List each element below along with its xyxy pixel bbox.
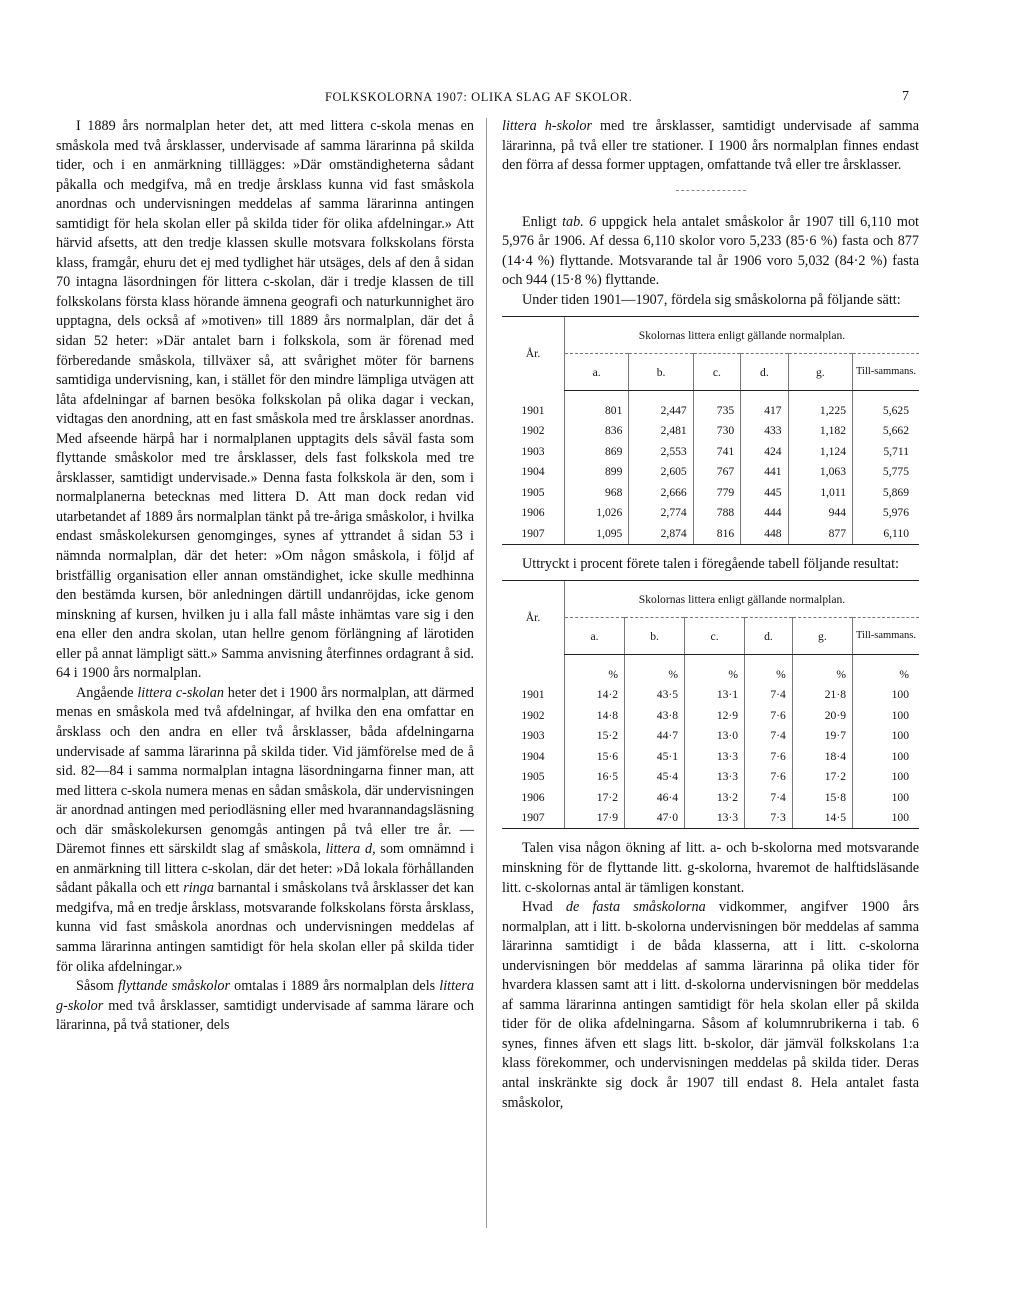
table-row: [502, 685, 919, 706]
table-year-header: År.: [502, 317, 565, 391]
table-col-header: c.: [693, 354, 740, 391]
table-col-header: c.: [685, 618, 745, 655]
table-col-header: d.: [741, 354, 788, 391]
text-run: Såsom: [76, 978, 118, 995]
table-cell: 13·3: [685, 808, 745, 829]
table-cell: 2,774: [629, 503, 693, 524]
table-col-header: d.: [745, 618, 793, 655]
table-col-header: b.: [625, 618, 685, 655]
table-cell: 45·4: [625, 767, 685, 788]
table-cell: 417: [741, 391, 788, 421]
column-divider: [486, 118, 487, 1228]
right-paragraph-6: [502, 898, 919, 1113]
table-year-cell: 1901: [521, 688, 545, 702]
table-cell: 968: [565, 482, 629, 503]
table-total-cell: 100: [853, 808, 920, 829]
table-year-cell: 1903: [521, 729, 545, 743]
table-cell: 730: [693, 421, 740, 442]
table-cell: 1,011: [788, 482, 852, 503]
right-paragraph-5: Talen visa någon ökning af litt. a- och b-skolorna med motsvarande minskning för de flyttande litt. g-skolorna, hvaremot de halftidsläsande litt. c-skolornas antal är tämligen konstant.: [502, 840, 919, 896]
table-cell: 944: [788, 503, 852, 524]
table-col-header: b.: [629, 354, 693, 391]
table-row: [502, 482, 919, 503]
table-cell: 836: [565, 421, 629, 442]
table-cell: 13·3: [685, 767, 745, 788]
table-year-cell: 1907: [502, 808, 565, 829]
left-paragraph-3: [56, 977, 474, 1036]
text-run: barnantal i småskolans två årsklasser det kan medgifva, må en tredje årsklass, motsvarande folkskolans första årsklass, kunna vid fast småskola anordnas och undervisningen meddelas af samma lärarinna antingen samtidigt för hela skolan eller på skilda tider för olika afdelningar.»: [56, 880, 474, 975]
text-run: omtalas i 1889 års normalplan dels: [230, 978, 440, 995]
table-year-cell: 1907: [502, 523, 565, 544]
table-total-cell: 5,775: [853, 462, 920, 483]
table-cell: 43·5: [625, 685, 685, 706]
table-cell: 21·8: [792, 685, 852, 706]
table-row: [502, 767, 919, 788]
table-year-cell: 1902: [521, 708, 545, 722]
table-cell: 767: [693, 462, 740, 483]
table-row: [502, 391, 919, 421]
table-cell: 43·8: [625, 705, 685, 726]
table-cell: 779: [693, 482, 740, 503]
table-cell: 46·4: [625, 787, 685, 808]
table-unit-cell: %: [745, 655, 793, 685]
right-column: [502, 117, 919, 1113]
table-cell: 2,605: [629, 462, 693, 483]
table-cell: 14·5: [792, 808, 852, 829]
table-cell: 816: [693, 523, 740, 544]
table-col-header: a.: [565, 354, 629, 391]
table-body: [502, 655, 919, 829]
table-school-percent: [502, 580, 919, 829]
table-unit-cell: %: [685, 655, 745, 685]
table-cell: 801: [565, 391, 629, 421]
table-cell: 1,225: [788, 391, 852, 421]
table-year-cell: 1904: [521, 749, 545, 763]
table-cell: 13·3: [685, 746, 745, 767]
table-cell: 899: [565, 462, 629, 483]
right-paragraph-4: Uttryckt i procent förete talen i föregående tabell följande resultat:: [522, 555, 899, 572]
table-cell: 16·5: [565, 767, 625, 788]
table-row: [502, 503, 919, 524]
table-school-counts: [502, 316, 919, 545]
table-unit-row: [502, 655, 919, 685]
page-number: 7: [902, 89, 909, 104]
table-cell: 14·2: [565, 685, 625, 706]
table-cell: 2,481: [629, 421, 693, 442]
italic-term: tab. 6: [562, 213, 597, 230]
table-total-cell: 5,625: [853, 391, 920, 421]
table-unit-cell: %: [792, 655, 852, 685]
table-total-cell: 5,869: [853, 482, 920, 503]
italic-term: littera d: [325, 841, 373, 858]
table-cell: 14·8: [565, 705, 625, 726]
table-cell: 869: [565, 441, 629, 462]
table-body: [502, 391, 919, 545]
table-cell: 2,666: [629, 482, 693, 503]
table-row: [502, 421, 919, 442]
table-year-cell: 1904: [521, 465, 545, 479]
italic-term: ringa: [183, 880, 214, 897]
table-cell: 45·1: [625, 746, 685, 767]
table-cell: [502, 655, 565, 685]
table-cell: 1,026: [565, 503, 629, 524]
text-run: uppgick hela antalet småskolor år 1907 till 6,110 mot 5,976 år 1906. Af dessa 6,110 skolor voro 5,233 (85·6 %) fasta och 877 (14·4 %) flyttande. Motsvarande tal år 1906 voro 5,032 (84·2 %) fasta och 944 (15·8 %) flyttande.: [502, 213, 919, 289]
table-row: [502, 523, 919, 544]
table-total-cell: 5,976: [853, 503, 920, 524]
table-cell: 735: [693, 391, 740, 421]
text-run: Hvad: [522, 899, 566, 916]
table-row: [502, 726, 919, 747]
table-unit-cell: %: [853, 655, 920, 685]
text-run: Angående: [76, 684, 138, 701]
left-paragraph-1: I 1889 års normalplan heter det, att med littera c-skola menas en småskola med två årsklasser, undervisade af samma lärarinna på skilda tider, och i en anmärkning tilllägges: »Där omständigheterna sådant påkalla och medgifva, må en tredje årsklass kunna vid fast småskola anordnas och undervisningen meddelas af samma lärarinna antingen samtidigt för hela skolan eller på skilda tider för olika afdelningar.» Att härvid afsetts, att den tredje klassen skulle motsvara folkskolans första klass, framgår, ehuru det ej med tydlighet här utsäges, dels af den å sidan 70 intagna läsordningen för littera c-skolan, där i tredje klassen de till folkskolans första klass hörande ämnena geografi och naturkunnighet äro upptagna, dels också af »motiven» till 1889 års normalplan, där det å sidan 52 heter: »Där antalet barn i folkskola, som är förenad med förberedande småskola, tillväxer så, att svårighet möter för barnens samtidiga undervisning, kan, i stället för den mindre lämpliga utvägen att låta afdelningar af barnen besöka folkskolan på olika dagar i veckan, vidtagas den anordning, att en fast småskola med tre årsklasser anordnas. Med afseende härpå har i normalplanen upptagits dels såväl fasta som flyttande småskolor med tre årsklasser, dels fast folkskola med tre årsklasser, samtidigt undervisade.» Denna fasta folkskola är den, som i normalplanerna betecknas med littera D. Att man dock redan vid utarbetandet af 1889 års normalplan tänkt på tre-åriga småskolor, i hvilka endast småskolekursen genomginges, synes af yttrandet å sidan 53 i nämnda normalplan, där det heter: »Om någon småskola, i följd af bristfällig organisation eller annan omständighet, icke skulle medhinna den bestämda kursen, bör anledningen därtill undanröjdas, icke genom minskning af kursen, hvilken ju i alla fall måste inhämtas vare sig i den ena eller den andra skolan, utan hellre genom förlängning af lärotiden eller på annat lämpligt sätt.» Samma anvisning återfinnes ordagrant å sid. 64 i 1900 års normalplan.: [56, 118, 474, 682]
table-year-cell: 1901: [521, 403, 545, 417]
table-total-cell: 100: [853, 787, 920, 808]
table-total-cell: 5,662: [853, 421, 920, 442]
table-cell: 17·2: [565, 787, 625, 808]
right-paragraph-2: [502, 213, 919, 291]
table-cell: 741: [693, 441, 740, 462]
table-col-header: a.: [565, 618, 625, 655]
table-year-cell: 1906: [521, 790, 545, 804]
table-cell: 13·1: [685, 685, 745, 706]
table-row: [502, 787, 919, 808]
table-cell: 17·9: [565, 808, 625, 829]
table-cell: 15·6: [565, 746, 625, 767]
table-year-cell: 1906: [521, 506, 545, 520]
table-cell: 13·2: [685, 787, 745, 808]
table-year-cell: 1903: [521, 444, 545, 458]
text-run: heter det i 1900 års normalplan, att därmed menas en småskola med två afdelningar, af hvilka den ena omfattar en årsklass och den andra en eller två årsklasser, båda afdelningarna undervisade af samma lärarinna på skilda tider. Vid jämförelse med de å sid. 82—84 i samma normalplan intagna läsordningarna finner man, att med littera c-skola numera menas en sådan småskola, där undervisningen är anordnad antingen med periodläsning eller med hvarannandagsläsning och där småskolekursen genomgås antingen på två eller tre år. — Däremot finnes ett särskildt slag af småskola,: [56, 684, 474, 858]
table-cell: 44·7: [625, 726, 685, 747]
table-col-header: g.: [788, 354, 852, 391]
table-cell: 15·8: [792, 787, 852, 808]
table-row: [502, 462, 919, 483]
table-total-cell: 100: [853, 726, 920, 747]
table-row: [502, 705, 919, 726]
table-year-cell: 1905: [521, 770, 545, 784]
section-separator: [676, 190, 746, 191]
table-cell: 448: [741, 523, 788, 544]
table-cell: 7·4: [745, 726, 793, 747]
table-cell: 444: [741, 503, 788, 524]
table-cell: 7·6: [745, 767, 793, 788]
table-cell: 7·6: [745, 705, 793, 726]
table-cell: 19·7: [792, 726, 852, 747]
italic-term: flyttande småskolor: [117, 978, 231, 995]
table-total-cell: 5,711: [853, 441, 920, 462]
table-cell: 441: [741, 462, 788, 483]
table-cell: 877: [788, 523, 852, 544]
table-year-header: År.: [502, 581, 565, 655]
table-cell: 1,182: [788, 421, 852, 442]
left-column: [56, 117, 474, 1036]
table-cell: 7·4: [745, 787, 793, 808]
text-run: med två årsklasser, samtidigt undervisade af samma lärare och lärarinna, på två stationer, dels: [56, 997, 474, 1034]
table-cell: 18·4: [792, 746, 852, 767]
table-cell: 12·9: [685, 705, 745, 726]
table-cell: 47·0: [625, 808, 685, 829]
running-header: [0, 90, 1024, 110]
italic-term: littera h-skolor: [502, 118, 592, 134]
running-title: FOLKSKOLORNA 1907: OLIKA SLAG AF SKOLOR.: [325, 90, 633, 104]
text-run: vidkommer, angifver 1900 års normalplan, att i litt. b-skolorna undervisningen bör meddelas af samma lärarinna samtidigt i de båda klasserna, att i litt. c-skolorna undervisningen bör meddelas af samma lärarinna på olika tider för hvardera klassen samt att i litt. d-skolorna undervisningen bör meddelas af samma lärarinna antingen samtidigt för hela skolan eller på skilda tider för de olika afdelningarna. Såsom af kolumnrubrikerna i tab. 6 synes, finnes äfven ett slags litt. b-skolor, där jämväl folkskolans 1:a klass förekommer, och undervisningen meddelas på skilda tider. Deras antal inskränkte sig dock år 1907 till endast 8. Hela antalet fasta småskolor,: [502, 899, 920, 1111]
table-cell: 15·2: [565, 726, 625, 747]
table-total-cell: 100: [853, 767, 920, 788]
table-cell: 1,095: [565, 523, 629, 544]
table-cell: 13·0: [685, 726, 745, 747]
table-col-header: g.: [792, 618, 852, 655]
table-unit-cell: %: [625, 655, 685, 685]
right-paragraph-1: [502, 117, 919, 176]
table-year-cell: 1905: [521, 485, 545, 499]
table-cell: 433: [741, 421, 788, 442]
italic-term: littera g-skolor: [56, 978, 474, 1014]
table-year-cell: 1902: [521, 424, 545, 438]
table-cell: 2,553: [629, 441, 693, 462]
table-cell: 7·6: [745, 746, 793, 767]
table-cell: 424: [741, 441, 788, 462]
italic-term: de fasta småskolorna: [565, 899, 706, 916]
table-cell: 445: [741, 482, 788, 503]
table-total-header: Till-sammans.: [853, 618, 920, 655]
table-unit-cell: %: [565, 655, 625, 685]
table-group-header: Skolornas littera enligt gällande normalplan.: [565, 317, 920, 354]
table-cell: 7·3: [745, 808, 793, 829]
text-run: Enligt: [522, 213, 563, 230]
table-total-cell: 6,110: [853, 523, 920, 544]
table-cell: 17·2: [792, 767, 852, 788]
left-paragraph-2: [56, 684, 474, 977]
table-total-cell: 100: [853, 705, 920, 726]
table-cell: 20·9: [792, 705, 852, 726]
table-group-header: Skolornas littera enligt gällande normalplan.: [565, 581, 920, 618]
table-cell: 1,063: [788, 462, 852, 483]
text-run: , som omnämnd i en anmärkning till littera c-skolan, där det heter: »Då lokala förhållanden sådant påkalla och ett: [56, 841, 474, 897]
table-cell: 1,124: [788, 441, 852, 462]
table-total-header: Till-sammans.: [853, 354, 920, 391]
right-paragraph-3: Under tiden 1901—1907, fördela sig småskolorna på följande sätt:: [522, 291, 901, 308]
table-row: [502, 808, 919, 829]
table-total-cell: 100: [853, 746, 920, 767]
table-total-cell: 100: [853, 685, 920, 706]
table-row: [502, 441, 919, 462]
table-cell: 2,874: [629, 523, 693, 544]
table-row: [502, 746, 919, 767]
table-cell: 2,447: [629, 391, 693, 421]
text-run: med tre årsklasser, samtidigt undervisade af samma lärarinna, på två eller tre stationer. I 1900 års normalplan finnes endast den förra af dessa former upptagen, omfattande två eller tre årsklasser.: [502, 118, 920, 174]
table-cell: 7·4: [745, 685, 793, 706]
table-cell: 788: [693, 503, 740, 524]
italic-term: littera c-skolan: [137, 684, 224, 701]
